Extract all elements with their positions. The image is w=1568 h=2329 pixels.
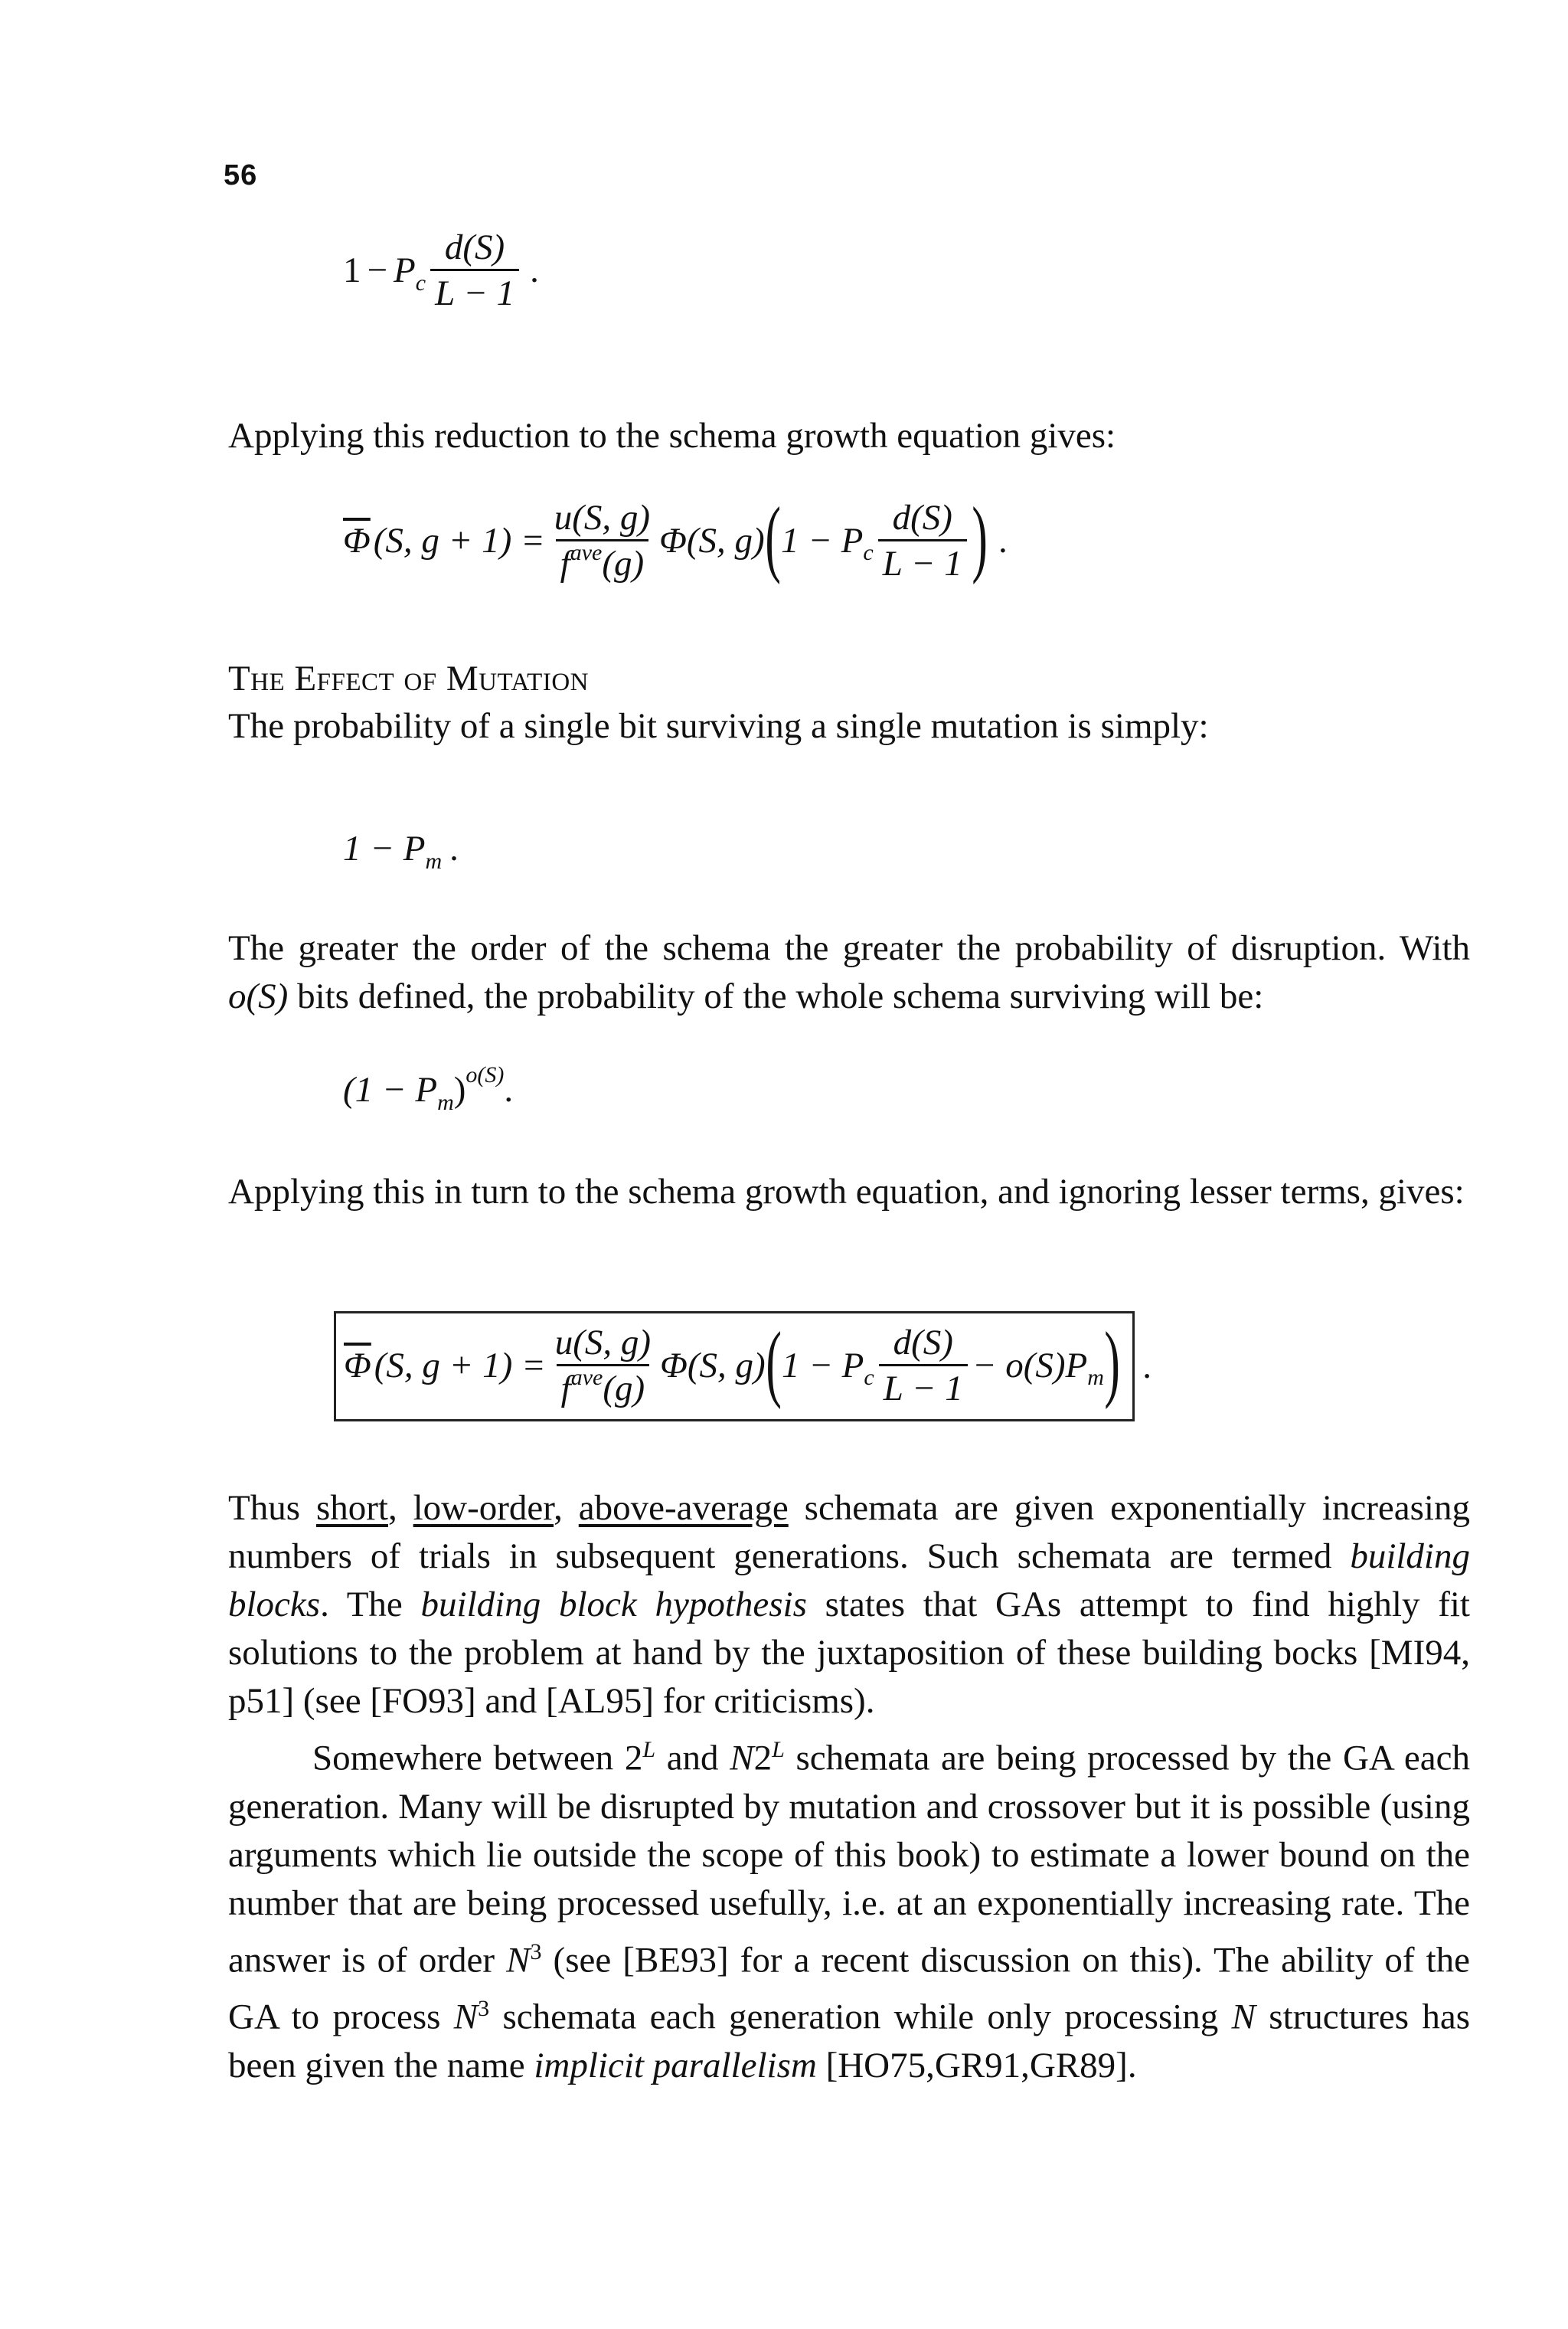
eq-box (334, 1311, 1135, 1421)
eq-lhs-args: (S, g + 1) = (374, 1345, 546, 1385)
eq-open: (1 − P (343, 1070, 438, 1110)
eq-open-paren: ( (766, 1315, 782, 1410)
eq-end: . (1142, 1346, 1152, 1386)
eq-p-sub: c (863, 540, 874, 565)
eq-denominator (557, 1364, 650, 1407)
text-building-block-hypothesis: building block hypothesis (420, 1585, 807, 1624)
text-run: states that GAs attempt to find highly fit solutions to the problem at hand by the juxtaposition of these building bocks [MI94, p51] (see [FO93] and [AL95] for criticisms). (228, 1585, 1470, 1721)
eq-fraction (430, 227, 519, 313)
eq-g: (g) (603, 1368, 645, 1408)
text-run: schemata are given exponentially increasing numbers of trials in subsequent generations. Such schemata are termed (228, 1488, 1470, 1576)
eq-one-minus-p: 1 − P (780, 520, 864, 561)
eq-f-sup: ave (570, 1364, 603, 1390)
eq-sub: m (437, 1089, 454, 1115)
text-sup: L (772, 1737, 785, 1762)
eq-p-sub: c (864, 1365, 874, 1390)
text-building-blocks: building blocks (228, 1536, 1470, 1624)
eq-phi: Φ(S, g) (660, 1345, 766, 1385)
eq-one-minus-p: 1 − P (781, 1345, 864, 1385)
paragraph-reduction: Applying this reduction to the schema growth equation gives: (228, 416, 1116, 456)
text-run: [HO75,GR91,GR89]. (816, 2045, 1137, 2085)
eq-fraction (550, 1322, 655, 1408)
page-number: 56 (224, 159, 258, 191)
eq-numerator-2: d(S) (892, 497, 952, 538)
paragraph-mutation-intro: The probability of a single bit surviving a single mutation is simply: (228, 706, 1209, 746)
eq-f: f (560, 1368, 571, 1408)
eq-f-sup: ave (570, 539, 603, 565)
text-n: N (1231, 1997, 1256, 2037)
text-run: The greater the order of the schema the greater the probability of disruption. With (228, 928, 1470, 968)
eq-phi-bar: $\overline{\Phi}$ (344, 1345, 371, 1385)
eq-numerator: d(S) (444, 227, 505, 267)
eq-numerator: u(S, g) (554, 1322, 652, 1362)
section-heading-mutation: The Effect of Mutation (228, 659, 589, 698)
text-run: bits defined, the probability of the whole schema surviving will be: (288, 976, 1264, 1016)
eq-text: 1 − P (343, 829, 426, 868)
eq-fraction-2 (879, 1322, 968, 1408)
equation-growth-full (334, 1311, 1152, 1421)
eq-end: . (530, 250, 539, 290)
paragraph-implicit-parallelism (228, 1725, 1470, 2090)
eq-numerator-2: d(S) (893, 1322, 953, 1362)
eq-phi-bar: $\overline{\Phi}$ (343, 520, 371, 561)
equation-crossover-term (343, 227, 539, 313)
eq-sup: o(S) (466, 1061, 505, 1088)
eq-end: . (449, 829, 459, 868)
eq-tail-sub: m (1087, 1365, 1104, 1390)
text-implicit-parallelism: implicit parallelism (534, 2045, 817, 2085)
text-n: N (730, 1738, 754, 1778)
eq-sub: m (425, 848, 443, 874)
eq-phi: Φ(S, g) (659, 520, 765, 561)
text-run: 2 (753, 1738, 773, 1778)
text-n: N (453, 1997, 479, 2037)
text-above-average: above-average (578, 1488, 789, 1528)
eq-close-paren: ) (972, 490, 988, 585)
text-run: structures has been given the name (228, 1997, 1470, 2085)
eq-fraction-2 (878, 497, 967, 584)
text-short: short (315, 1488, 388, 1528)
eq-denominator (556, 539, 649, 582)
text-run: and (655, 1738, 730, 1778)
equation-mutation-single (343, 829, 459, 874)
eq-close-paren: ) (1104, 1315, 1120, 1410)
text-run: schemata are being processed by the GA each generation. Many will be disrupted by mutation and crossover but it is possible (using arguments which lie outside the scope of this book) to estimate a lower bound on the number that are being processed usefully, i.e. at an exponentially increasing rate. The answer is of order (228, 1738, 1470, 1981)
eq-p: P (394, 250, 416, 290)
eq-g: (g) (602, 543, 645, 584)
eq-tail: − o(S)P (972, 1345, 1088, 1385)
text-run: Somewhere between 2 (312, 1738, 643, 1778)
text-run: , (554, 1488, 579, 1528)
equation-mutation-schema (343, 1061, 514, 1115)
text-os: o(S) (228, 976, 289, 1016)
text-run: (see [BE93] for a recent discussion on this). The ability of the GA to process (228, 1940, 1470, 2037)
equation-growth-crossover (343, 490, 1008, 585)
text-n: N (506, 1940, 531, 1981)
text-run: . The (320, 1585, 421, 1624)
paragraph-building-blocks (228, 1484, 1470, 1725)
eq-denominator: L − 1 (430, 269, 519, 312)
paragraph-applying: Applying this in turn to the schema growth equation, and ignoring lesser terms, gives: (228, 1172, 1465, 1212)
eq-p-sub: c (415, 270, 426, 296)
text-run: schemata each generation while only processing (489, 1997, 1232, 2037)
text-run: Thus (228, 1488, 316, 1528)
eq-lhs-args: (S, g + 1) = (373, 520, 545, 561)
eq-end: . (998, 520, 1008, 561)
eq-end: . (504, 1070, 514, 1110)
eq-minus: − (367, 250, 388, 290)
eq-one: 1 (343, 250, 361, 290)
eq-open-paren: ( (765, 490, 781, 585)
eq-f: f (560, 543, 570, 584)
text-run: , (387, 1488, 413, 1528)
text-low-order: low-order (413, 1488, 554, 1528)
paragraph-disruption (228, 924, 1470, 1021)
eq-denominator-2: L − 1 (879, 1364, 968, 1407)
eq-fraction (550, 497, 655, 584)
text-sup: 3 (530, 1938, 542, 1964)
eq-numerator: u(S, g) (554, 497, 651, 538)
eq-denominator-2: L − 1 (878, 539, 967, 582)
eq-close: ) (453, 1070, 466, 1110)
text-sup: L (642, 1737, 656, 1762)
text-sup: 3 (478, 1996, 490, 2022)
